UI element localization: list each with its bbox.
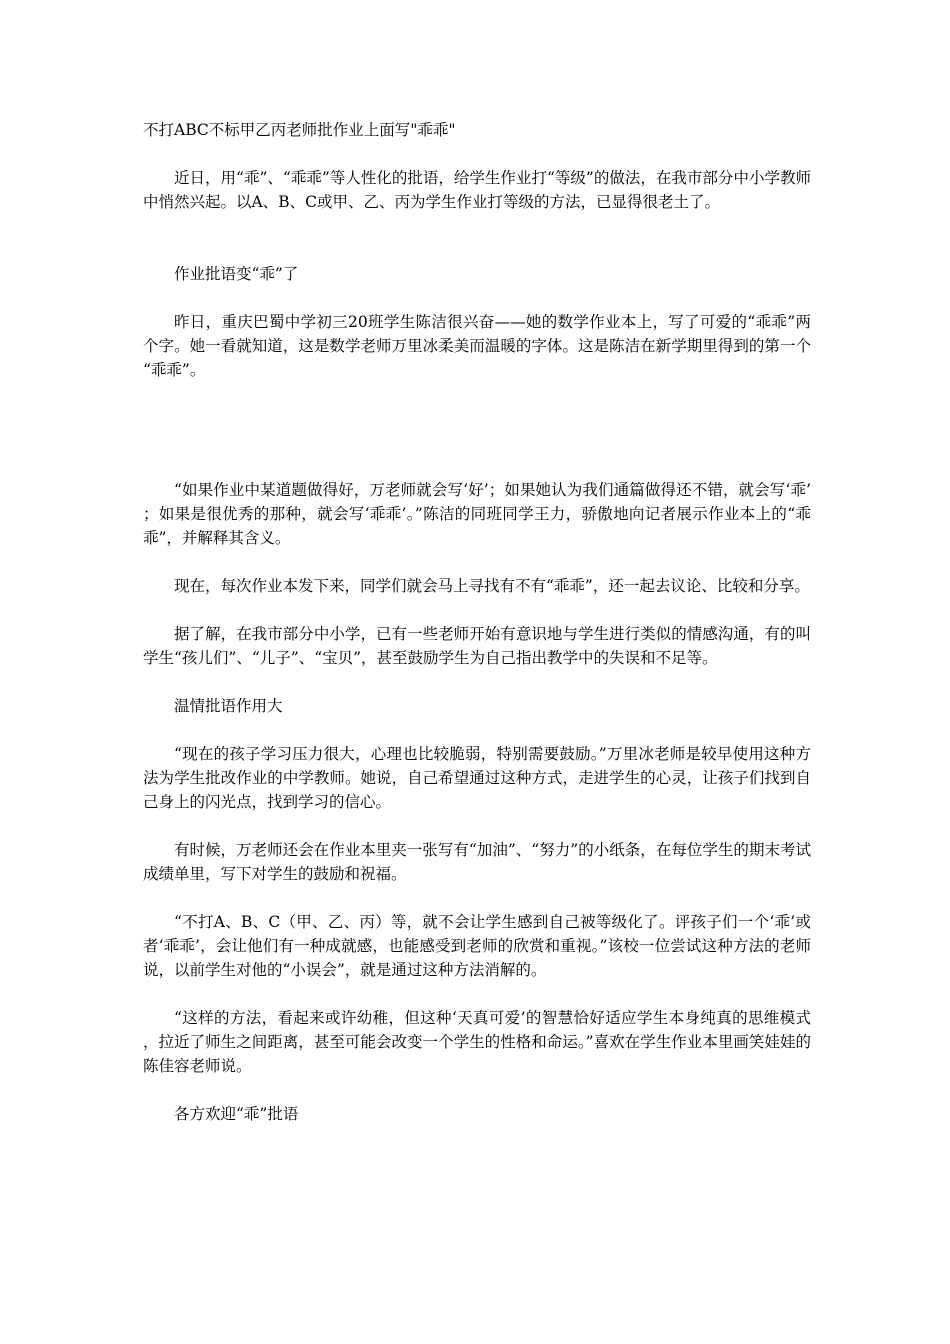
paragraph-1-1: 昨日，重庆巴蜀中学初三20班学生陈洁很兴奋——她的数学作业本上，写了可爱的“乖乖”两个字。她一看就知道，这是数学老师万里冰柔美而温暖的字体。这是陈洁在新学期里得到的第一个“乖乖”。 <box>143 313 811 379</box>
paragraph-2-1: “现在的孩子学习压力很大，心理也比较脆弱，特别需要鼓励。”万里冰老师是较早使用这种方法为学生批改作业的中学教师。她说，自己希望通过这种方式，走进学生的心灵，让孩子们找到自己身上的闪光点，找到学习的信心。 <box>143 745 811 811</box>
paragraph-1-4: 据了解，在我市部分中小学，已有一些老师开始有意识地与学生进行类似的情感沟通，有的叫学生“孩儿们”、“儿子”、“宝贝”，甚至鼓励学生为自己指出教学中的失误和不足等。 <box>143 625 811 667</box>
section-heading-3: 各方欢迎“乖”批语 <box>174 1105 299 1123</box>
article-title: 不打ABC不标甲乙丙老师批作业上面写"乖乖" <box>143 121 456 139</box>
paragraph-2-2: 有时候，万老师还会在作业本里夹一张写有“加油”、“努力”的小纸条，在每位学生的期末考试成绩单里，写下对学生的鼓励和祝福。 <box>143 841 811 883</box>
document-page <box>143 118 811 1126</box>
section-heading-2: 温情批语作用大 <box>174 697 283 715</box>
paragraph-2-4: “这样的方法，看起来或许幼稚，但这种‘天真可爱’的智慧恰好适应学生本身纯真的思维模式，拉近了师生之间距离，甚至可能会改变一个学生的性格和命运。”喜欢在学生作业本里画笑娃娃的陈佳容老师说。 <box>143 1009 811 1075</box>
intro-paragraph: 近日，用“乖”、“乖乖”等人性化的批语，给学生作业打“等级”的做法，在我市部分中小学教师中悄然兴起。以A、B、C或甲、乙、丙为学生作业打等级的方法，已显得很老土了。 <box>143 169 811 211</box>
section-heading-1: 作业批语变“乖”了 <box>174 265 299 283</box>
paragraph-1-3: 现在，每次作业本发下来，同学们就会马上寻找有不有“乖乖”，还一起去议论、比较和分享。 <box>174 577 810 595</box>
paragraph-2-3: “不打A、B、C（甲、乙、丙）等，就不会让学生感到自己被等级化了。评孩子们一个‘乖’或者‘乖乖’，会让他们有一种成就感，也能感受到老师的欣赏和重视。”该校一位尝试这种方法的老师说，以前学生对他的“小误会”，就是通过这种方法消解的。 <box>143 913 812 979</box>
paragraph-1-2: “如果作业中某道题做得好，万老师就会写‘好’；如果她认为我们通篇做得还不错，就会写‘乖’；如果是很优秀的那种，就会写‘乖乖’。”陈洁的同班同学王力，骄傲地向记者展示作业本上的“乖乖”，并解释其含义。 <box>143 481 811 547</box>
